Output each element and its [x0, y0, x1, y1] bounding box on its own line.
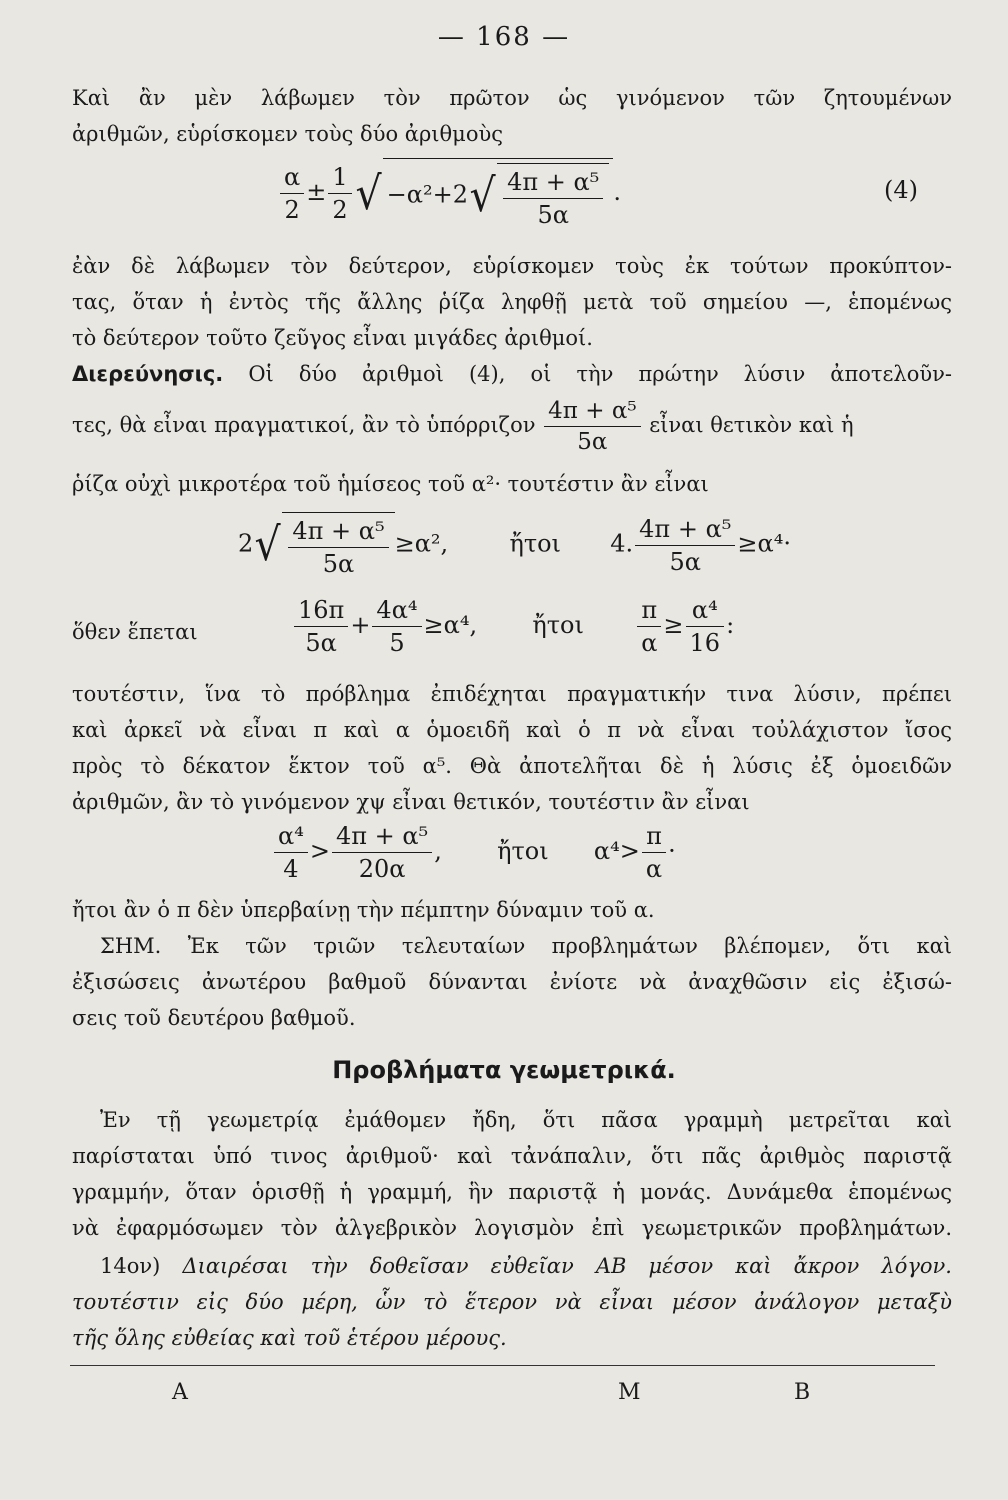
- section-heading: Προβλήματα γεωμετρικά.: [332, 1056, 676, 1084]
- square-root: √ −α²+2√ $\frac{\text{4π + α⁵}}{5\alpha}$: [354, 158, 614, 229]
- text-line: Καὶ ἂν μὲν λάβωμεν τὸν πρῶτον ὡς γινόμενον τῶν ζητουμένων: [72, 86, 952, 110]
- text-line: τῆς ὅλης εὐθείας καὶ τοῦ ἑτέρου μέρους.: [72, 1326, 507, 1350]
- text-line: παρίσταται ὑπό τινος ἀριθμοῦ· καὶ τἀνάπαλιν, ὅτι πᾶς ἀριθμὸς παριστᾷ: [72, 1144, 952, 1168]
- text-line: ΣΗΜ. Ἐκ τῶν τριῶν τελευταίων προβλημάτων βλέπομεν, ὅτι καὶ: [100, 934, 952, 958]
- section-label: Διερεύνησις.: [72, 362, 224, 386]
- text-line: ὅθεν ἕπεται: [72, 620, 198, 644]
- text-line: Διερεύνησις. Οἱ δύο ἀριθμοὶ (4), οἱ τὴν πρώτην λύσιν ἀποτελοῦν-: [72, 362, 952, 386]
- text-line: ἤτοι ἂν ὁ π δὲν ὑπερβαίνῃ τὴν πέμπτην δύναμιν τοῦ α.: [72, 898, 655, 922]
- text-line: νὰ ἐφαρμόσωμεν τὸν ἀλγεβρικὸν λογισμὸν ἐπὶ γεωμετρικῶν προβλημάτων.: [72, 1216, 952, 1240]
- text-line: πρὸς τὸ δέκατον ἕκτον τοῦ α⁵. Θὰ ἀποτελῆται δὲ ἡ λύσις ἐξ ὁμοειδῶν: [72, 754, 952, 778]
- text-line: γραμμήν, ὅταν ὁρισθῇ ἡ γραμμή, ἣν παριστᾷ ἡ μονάς. Δυνάμεθα ἑπομένως: [72, 1180, 952, 1204]
- text-line: τες, θὰ εἶναι πραγματικοί, ἂν τὸ ὑπόρριζον $\frac{\text{4π + α⁵}}{5\alpha}$ εἶναι θετικὸν καὶ ἡ: [72, 398, 854, 455]
- point-label-a: Α: [172, 1380, 188, 1405]
- text-line: σεις τοῦ δευτέρου βαθμοῦ.: [72, 1006, 356, 1030]
- text-line: ἐξισώσεις ἀνωτέρου βαθμοῦ δύνανται ἐνίοτε νὰ ἀναχθῶσιν εἰς ἐξισώ-: [72, 970, 952, 994]
- text-line: ἐὰν δὲ λάβωμεν τὸν δεύτερον, εὑρίσκομεν τοὺς ἐκ τούτων προκύπτον-: [72, 254, 952, 278]
- text-line: τας, ὅταν ἡ ἐντὸς τῆς ἄλλης ῥίζα ληφθῇ μετὰ τοῦ σημείου —, ἑπομένως: [72, 290, 952, 314]
- inequality: 2√ $\frac{\text{4π + α⁵}}{5\alpha}$ ≥α², ἤτοι 4. $\frac{\text{4π + α⁵}}{5\alpha}$ ≥α⁴·: [238, 512, 791, 578]
- inequality: $\frac{16\pi}{5\alpha}$ + $\frac{\text{4α⁴}}{5}$ ≥α⁴, ἤτοι $\frac{\pi}{\alpha}$ ≥ $\frac{\text{α⁴}}{16}$ :: [292, 596, 734, 657]
- text-line: τουτέστιν εἰς δύο μέρη, ὧν τὸ ἕτερον νὰ εἶναι μέσον ἀνάλογον μεταξὺ: [72, 1290, 952, 1314]
- point-label-b: Β: [794, 1380, 811, 1405]
- problem-statement: 14ον) Διαιρέσαι τὴν δοθεῖσαν εὐθεῖαν ΑΒ μέσον καὶ ἄκρον λόγον.: [100, 1254, 952, 1278]
- segment-line: [70, 1365, 935, 1366]
- equation-4: $\frac{\alpha}{2}$ ± $\frac{1}{2}$ √ −α²+2√ $\frac{\text{4π + α⁵}}{5\alpha}$ .: [278, 158, 621, 229]
- text-line: καὶ ἀρκεῖ νὰ εἶναι π καὶ α ὁμοειδῆ καὶ ὁ π νὰ εἶναι τοὐλάχιστον ἴσος: [72, 718, 952, 742]
- fraction: $\frac{\text{4π + α⁵}}{5\alpha}$: [544, 398, 640, 455]
- equation-label: (4): [884, 176, 918, 204]
- text-line: ἀριθμῶν, εὑρίσκομεν τοὺς δύο ἀριθμοὺς: [72, 122, 504, 146]
- text-line: Ἐν τῇ γεωμετρίᾳ ἐμάθομεν ἤδη, ὅτι πᾶσα γραμμὴ μετρεῖται καὶ: [100, 1108, 952, 1132]
- text-line: τουτέστιν, ἵνα τὸ πρόβλημα ἐπιδέχηται πραγματικήν τινα λύσιν, πρέπει: [72, 682, 952, 706]
- text-line: τὸ δεύτερον τοῦτο ζεῦγος εἶναι μιγάδες ἀριθμοί.: [72, 326, 593, 350]
- inequality: $\frac{\text{α⁴}}{4}$ > $\frac{\text{4π + α⁵}}{20\alpha}$ , ἤτοι α⁴> $\frac{\pi}{\alpha}$ ·: [272, 822, 676, 883]
- text-line: ἀριθμῶν, ἂν τὸ γινόμενον χψ εἶναι θετικόν, τουτέστιν ἂν εἶναι: [72, 790, 750, 814]
- fraction: $\frac{\alpha}{2}$: [280, 163, 304, 224]
- point-label-m: Μ: [618, 1380, 641, 1405]
- text-line: ῥίζα οὐχὶ μικροτέρα τοῦ ἡμίσεος τοῦ α²· τουτέστιν ἂν εἶναι: [72, 472, 709, 496]
- fraction: $\frac{1}{2}$: [328, 163, 351, 224]
- page-number: — 168 —: [437, 22, 571, 52]
